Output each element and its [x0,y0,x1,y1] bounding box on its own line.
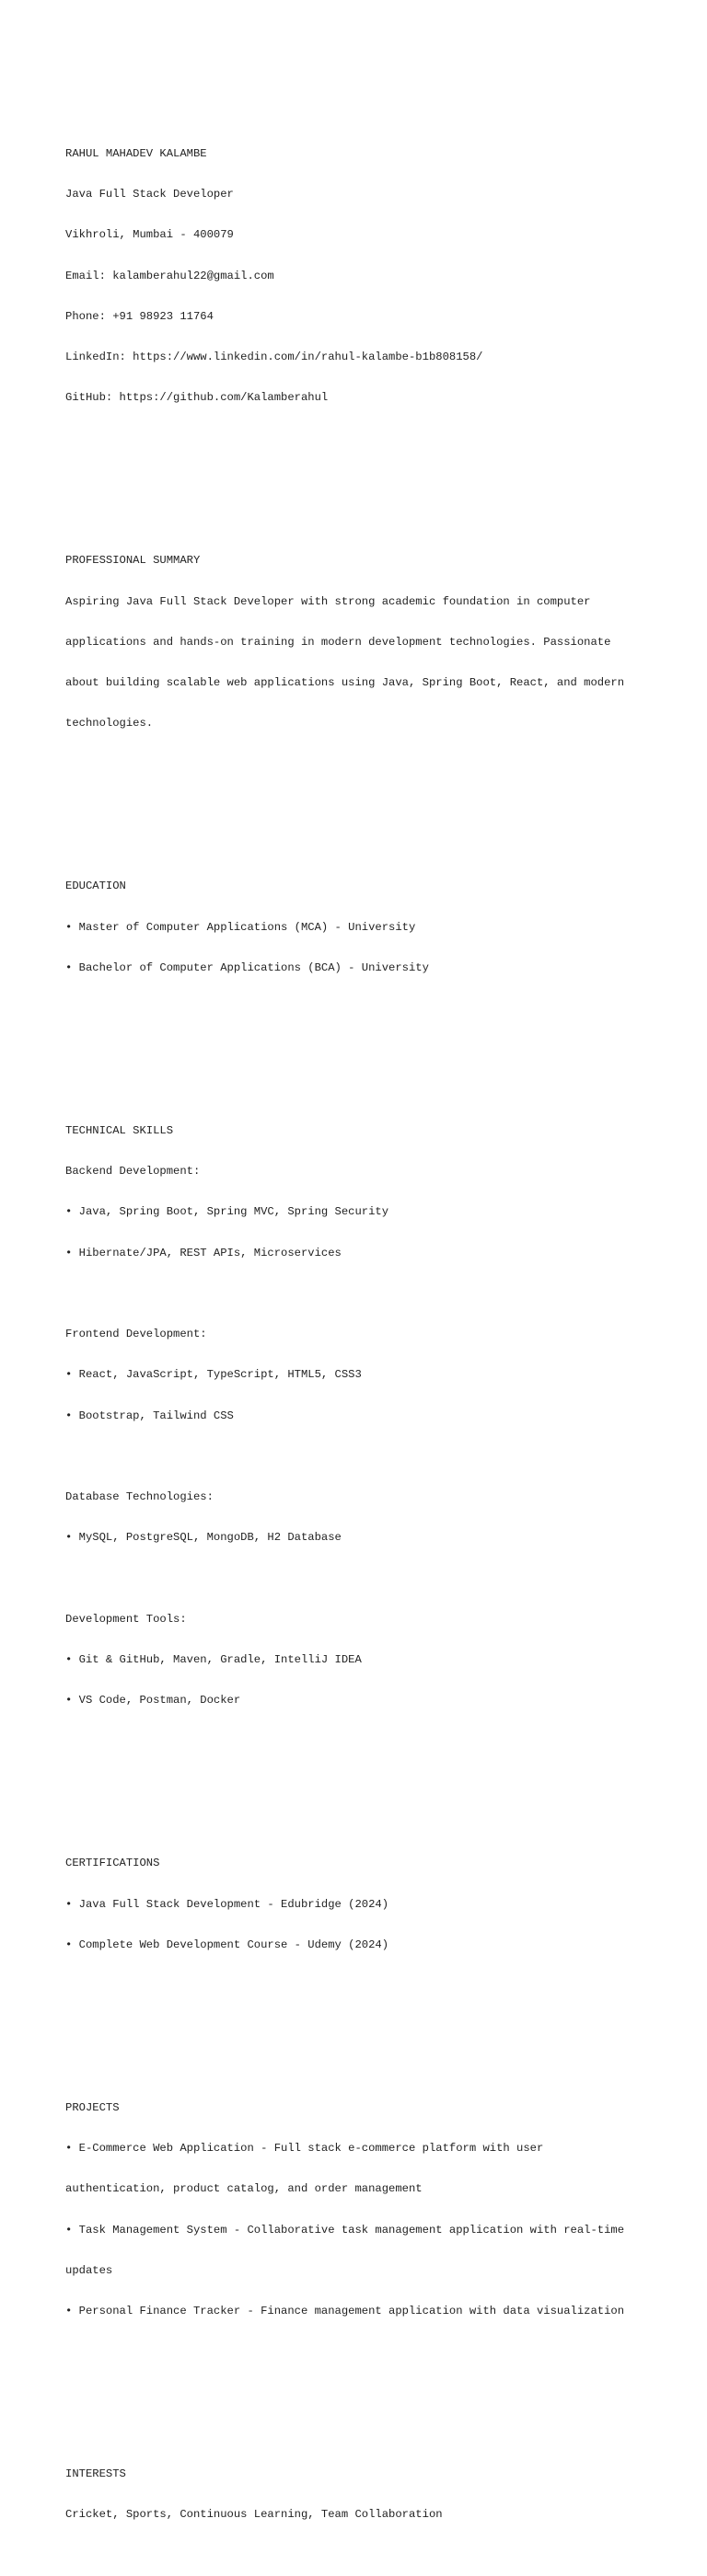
section-heading: PROJECTS [65,2100,120,2114]
summary-line: Aspiring Java Full Stack Developer with strong academic foundation in computer [65,594,591,608]
list-item: • MySQL, PostgreSQL, MongoDB, H2 Database [65,1531,342,1545]
subsection-label: Frontend Development: [65,1328,207,1340]
list-item: • Git & GitHub, Maven, Gradle, IntelliJ IDEA [65,1653,362,1666]
section-heading: INTERESTS [65,2467,126,2480]
project-line: updates [65,2263,113,2277]
list-item: • Complete Web Development Course - Udemy (2024) [65,1938,389,1951]
spacer [65,2019,673,2033]
list-item: • VS Code, Postman, Docker [65,1694,241,1708]
spacer [65,2386,673,2400]
list-item: • Bootstrap, Tailwind CSS [65,1409,234,1422]
section-heading: EDUCATION [65,880,126,893]
project-line: • Task Management System - Collaborative task management application with real-time [65,2223,625,2237]
job-title: Java Full Stack Developer [65,188,234,201]
education-section [65,853,673,1002]
spacer [65,1287,673,1301]
project-line: • E-Commerce Web Application - Full stack e-commerce platform with user [65,2142,544,2155]
list-item: • Bachelor of Computer Applications (BCA) - University [65,960,429,974]
spacer [65,1776,673,1789]
skills-section [65,1097,673,1734]
github-line: GitHub: https://github.com/Kalamberahul [65,391,329,405]
section-heading: PROFESSIONAL SUMMARY [65,554,201,568]
list-item: • Master of Computer Applications (MCA) - University [65,920,416,934]
section-heading: TECHNICAL SKILLS [65,1123,174,1137]
email-line: Email: kalamberahul22@gmail.com [65,269,274,282]
spacer [65,1572,673,1586]
summary-line: applications and hands-on training in modern development technologies. Passionate [65,635,611,649]
candidate-name: RAHUL MAHADEV KALAMBE [65,146,207,160]
section-heading: CERTIFICATIONS [65,1857,160,1870]
spacer [65,1042,673,1056]
phone-line: Phone: +91 98923 11764 [65,309,214,323]
summary-line: technologies. [65,717,154,730]
list-item: • Java Full Stack Development - Edubridge (2024) [65,1897,389,1911]
subsection-label: Database Technologies: [65,1490,214,1503]
project-line: • Personal Finance Tracker - Finance management application with data visualization [65,2305,625,2317]
header-section [65,120,673,431]
resume-document [65,79,673,2576]
summary-section [65,527,673,758]
interests-section [65,2441,673,2549]
subsection-label: Development Tools: [65,1612,187,1626]
interests-text: Cricket, Sports, Continuous Learning, Team Collaboration [65,2508,443,2522]
spacer [65,473,673,487]
spacer [65,1450,673,1464]
project-line: authentication, product catalog, and order management [65,2182,423,2196]
list-item: • React, JavaScript, TypeScript, HTML5, CSS3 [65,1368,362,1382]
list-item: • Hibernate/JPA, REST APIs, Microservices [65,1246,342,1259]
certifications-section [65,1830,673,1979]
subsection-label: Backend Development: [65,1165,201,1178]
linkedin-line: LinkedIn: https://www.linkedin.com/in/rahul-kalambe-b1b808158/ [65,351,483,363]
list-item: • Java, Spring Boot, Spring MVC, Spring Security [65,1205,389,1219]
location: Vikhroli, Mumbai - 400079 [65,228,234,242]
summary-line: about building scalable web applications using Java, Spring Boot, React, and modern [65,676,625,689]
spacer [65,799,673,812]
projects-section [65,2074,673,2345]
